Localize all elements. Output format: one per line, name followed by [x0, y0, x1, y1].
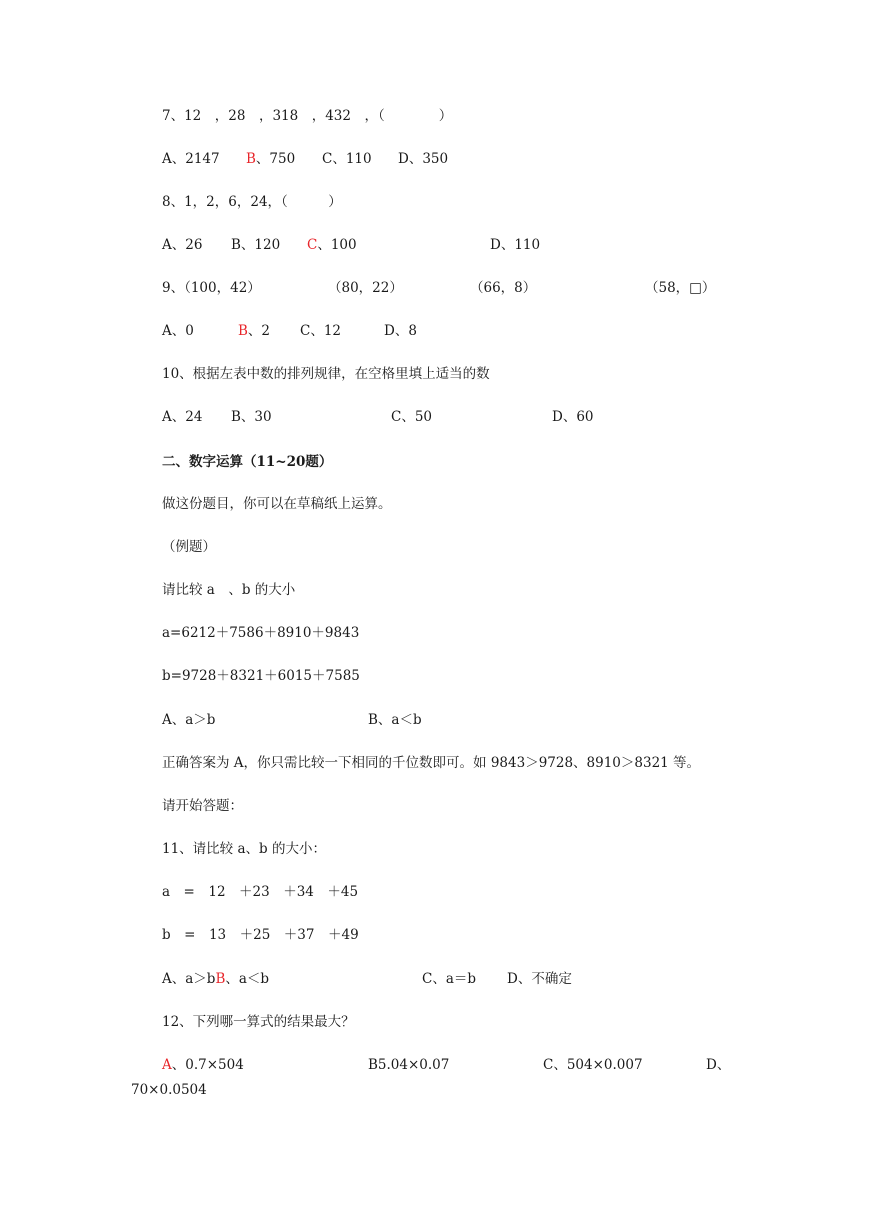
q7-option-b-letter: B — [246, 151, 256, 167]
start-prompt: 请开始答题： — [162, 798, 243, 814]
q10-option-a: A、24 — [162, 409, 203, 425]
example-line-b: b=9728＋8321＋6015＋7585 — [162, 668, 360, 684]
q9-option-b — [238, 322, 270, 340]
q9-option-b-text: 、2 — [247, 323, 271, 339]
q11-line-a: a = 12 ＋23 ＋34 ＋45 — [162, 884, 359, 900]
q11-option-d: D、不确定 — [507, 971, 572, 987]
q12-option-a — [162, 1056, 244, 1074]
q9-option-a: A、0 — [162, 323, 194, 339]
q7-option-a: A、2147 — [162, 151, 220, 167]
q9-question-part-2: （80，22） — [328, 280, 403, 296]
q7-option-b — [246, 150, 295, 168]
q12-option-b: B5.04×0.07 — [368, 1057, 450, 1073]
q9-option-b-letter: B — [238, 323, 248, 339]
q8-option-c-letter: C — [307, 237, 318, 253]
q8-option-b: B、120 — [231, 237, 281, 253]
q9-option-d: D、8 — [384, 323, 417, 339]
q12-option-d-line1: D、 — [706, 1057, 731, 1073]
q12-option-a-letter: A — [162, 1057, 172, 1073]
example-option-b: B、a＜b — [368, 712, 422, 728]
q10-option-d: D、60 — [552, 409, 594, 425]
q9-question-part-3: （66，8） — [470, 280, 537, 296]
q8-option-a: A、26 — [162, 237, 203, 253]
q9-question-part-4: （58，□） — [645, 280, 716, 296]
q12-option-c: C、504×0.007 — [543, 1057, 643, 1073]
q8-option-c — [307, 236, 357, 254]
q8-question: 8、1，2，6，24，（ ） — [162, 194, 342, 210]
q7-option-d: D、350 — [398, 151, 449, 167]
q11-line-b: b = 13 ＋25 ＋37 ＋49 — [162, 927, 359, 943]
q7-option-c: C、110 — [322, 151, 372, 167]
example-line-a: a=6212＋7586＋8910＋9843 — [162, 625, 360, 641]
q10-question: 10、根据左表中数的排列规律，在空格里填上适当的数 — [162, 366, 490, 382]
q11-options-ab — [162, 970, 269, 988]
q8-option-d: D、110 — [490, 237, 541, 253]
q11-option-c: C、a＝b — [422, 971, 477, 987]
q7-option-b-text: 、750 — [255, 151, 296, 167]
section-heading: 二、数字运算（11~20题） — [162, 454, 333, 470]
example-explanation: 正确答案为 A，你只需比较一下相同的千位数即可。如 9843＞9728、8910＞8321 等。 — [162, 755, 701, 771]
section-intro: 做这份题目，你可以在草稿纸上运算。 — [162, 496, 392, 512]
q12-option-d-line2: 70×0.0504 — [131, 1082, 207, 1098]
example-option-a: A、a＞b — [162, 712, 216, 728]
example-question: 请比较 a 、b 的大小 — [162, 582, 296, 598]
q12-question: 12、下列哪一算式的结果最大？ — [162, 1014, 355, 1030]
q9-option-c: C、12 — [300, 323, 342, 339]
q11-option-b-letter: B — [215, 971, 226, 987]
q10-option-c: C、50 — [391, 409, 433, 425]
q11-option-a: A、a＞b — [162, 971, 216, 987]
q11-question: 11、请比较 a、b 的大小： — [162, 841, 326, 857]
q8-option-c-text: 、100 — [317, 237, 357, 253]
q7-question: 7、12 ，28 ，318 ，432 ，（ ） — [162, 108, 453, 124]
q12-option-a-text: 、0.7×504 — [171, 1057, 244, 1073]
q11-option-b-text: 、a＜b — [225, 971, 270, 987]
q9-question-part-1: 9、（100，42） — [162, 280, 261, 296]
q10-option-b: B、30 — [231, 409, 272, 425]
example-label: （例题） — [162, 539, 216, 555]
